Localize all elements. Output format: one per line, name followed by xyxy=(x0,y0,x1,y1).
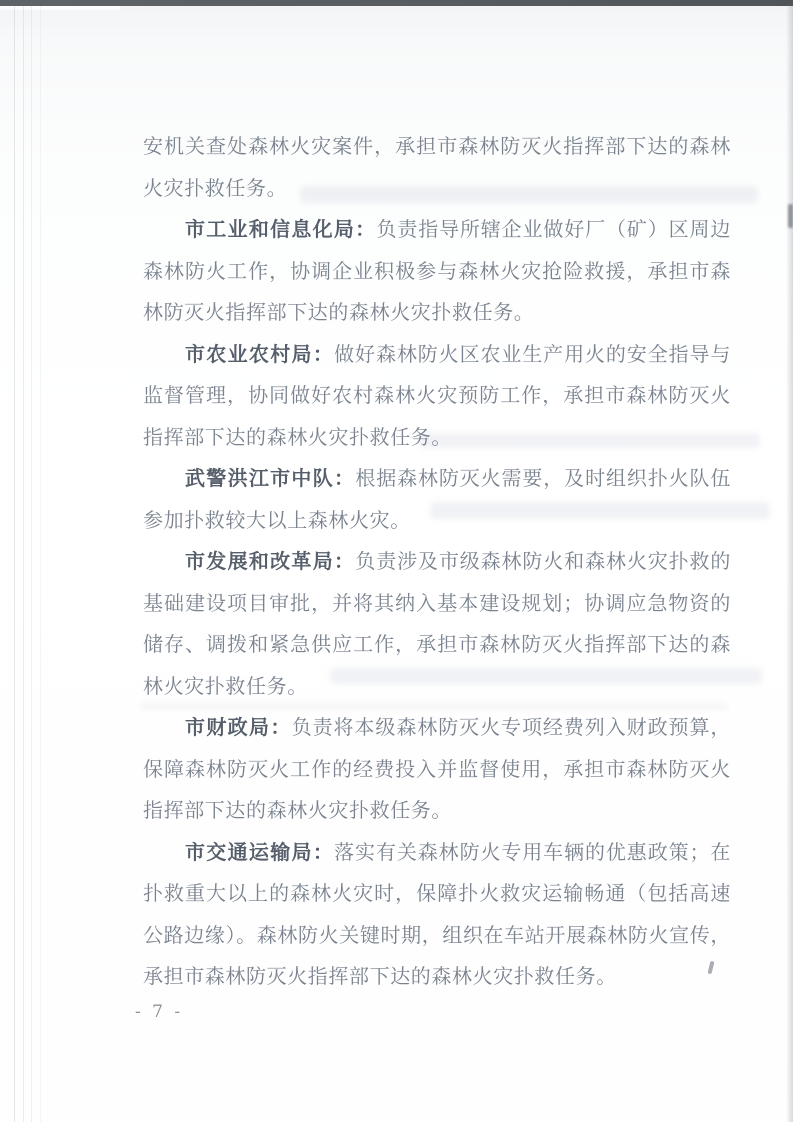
paragraph-text: 负责将本级森林防灭火专项经费列入财政预算，保障森林防灭火工作的经费投入并监督使用，承担市森林防灭火指挥部下达的森林火灾扑救任务。 xyxy=(143,717,731,822)
paragraph-finance-bureau xyxy=(143,708,731,833)
page-fold-line xyxy=(14,6,15,1122)
paragraph-industry-bureau xyxy=(143,210,731,335)
page-number: - 7 - xyxy=(135,1002,184,1022)
page-fold-line xyxy=(23,6,24,1122)
department-name: 市交通运输局： xyxy=(185,841,335,864)
bleed-through-artifact xyxy=(300,186,758,203)
bleed-through-artifact xyxy=(140,702,728,710)
bleed-through-artifact xyxy=(420,433,760,448)
department-name: 市工业和信息化局： xyxy=(185,219,377,241)
scan-artifact xyxy=(788,204,793,228)
paragraph-text: 负责涉及市级森林防火和森林火灾扑救的基础建设项目审批，并将其纳入基本建设规划；协调应急物资的储存、调拨和紧急供应工作，承担市森林防灭火指挥部下达的森林火灾扑救任务。 xyxy=(143,551,731,698)
department-name: 市农业农村局： xyxy=(185,343,335,366)
paragraph-text: 负责指导所辖企业做好厂（矿）区周边森林防火工作，协调企业积极参与森林火灾抢险救援，承担市森林防灭火指挥部下达的森林火灾扑救任务。 xyxy=(143,219,732,324)
paragraph-text: 做好森林防火区农业生产用火的安全指导与监督管理，协同做好农村森林火灾预防工作，承担市森林防灭火指挥部下达的森林火灾扑救任务。 xyxy=(143,343,732,449)
paragraph-text: 根据森林防灭火需要，及时组织扑火队伍参加扑救较大以上森林火灾。 xyxy=(143,468,731,532)
scanner-edge-notch xyxy=(0,6,120,10)
bleed-through-artifact xyxy=(330,668,762,684)
page-fold-line xyxy=(40,6,41,1122)
bleed-through-artifact xyxy=(430,502,770,519)
paragraph-transport-bureau xyxy=(143,833,731,999)
department-name: 武警洪江市中队： xyxy=(185,468,356,490)
page-right-edge-shadow xyxy=(786,6,793,1122)
paragraph-text: 落实有关森林防火专用车辆的优惠政策；在扑救重大以上的森林火灾时，保障扑火救灾运输畅通（包括高速公路边缘）。森林防火关键时期，组织在车站开展森林防火宣传，承担市森林防灭火指挥部下达的森林火灾扑救任务。 xyxy=(143,841,732,988)
paragraph-text: 安机关查处森林火灾案件，承担市森林防灭火指挥部下达的森林火灾扑救任务。 xyxy=(143,136,731,200)
page-fold-line xyxy=(31,6,32,1122)
document-body xyxy=(143,127,731,999)
department-name: 市发展和改革局： xyxy=(185,551,356,573)
department-name: 市财政局： xyxy=(185,717,292,739)
paragraph-armed-police xyxy=(143,459,731,542)
